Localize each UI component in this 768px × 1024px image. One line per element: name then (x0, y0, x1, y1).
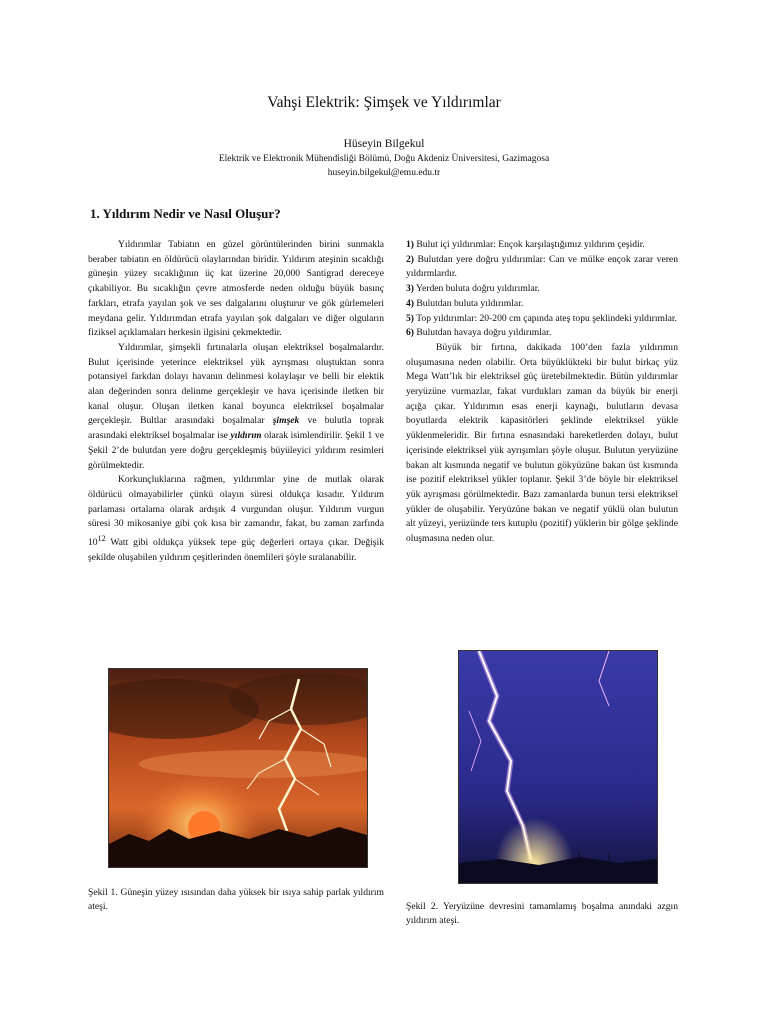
list-item (406, 282, 678, 297)
paragraph-1: Yıldırımlar Tabiatın en güzel görüntülerinden birini sunmakla beraber tabiatın en öldürücü olaylarından biridir. Yıldırım ateşinin sıcaklığı güneşin yüzey sıcaklığının üç kat üzerine 20,000 Santigrad dereceye çıkabiliyor. Bu sıcaklığın çevre atmosferde neden olduğu büyük basınç farkları, etrafa yayılan şok ve ses dalgalarını oluşturur ve gök gürlemeleri meydana gelir. Yıldırımdan etrafa yayılan şok dalgaları ve diğer olguların fiziksel açıklamaları herkesin ilgisini çekmektedir. (88, 239, 384, 339)
paragraph-2-part-b: ve bulutla toprak arasındaki elektriksel boşalmalar ise (88, 415, 385, 442)
sunset-lightning-illustration (109, 669, 367, 867)
list-item-number: 5) (406, 312, 414, 324)
paper-title: Vahşi Elektrik: Şimşek ve Yıldırımlar (267, 94, 501, 111)
list-item-number: 2) (406, 253, 414, 265)
list-item-text: Yerden buluta doğru yıldırımlar. (416, 283, 540, 295)
right-paragraph: Büyük bir fırtına, dakikada 100’den fazla yıldırımın oluşumasına neden olabilir. Orta büyüklükteki bir bulut birkaç yüz Mega Watt’lık bir elektriksel güç üretebilmektedir. Bütün yıldırımlar yeryüzüne vurmazlar, fakat vurdukları zaman da büyük bir enerji açığa çıkar. Yıldırımın esas enerji kaynağı, bulutların devasa boyutlarda elektrik kapasitörleri şeklinde elektriksel yükle yüklenmeleridir. Bir fırtına esnasındaki hareketlerden dolayı, bulut içerisinde elektriksel yük ayrışımları şöyle oluşur. Bulutun yeryüzüne bakan alt kısmında negatif ve bulutun gökyüzüne bakan üst kısmında ise pozitif elektriksel yükler toplanır. Şekil 3’de böyle bir elektriksel yük ayrışması görülmektedir. Bazı zamanlarda bunun tersi elektriksel yükler de oluşabilir. Yeryüzüne bakan ve negatif yüklü olan bulutun alt yüzeyi, yerüzünde ters kutuplu (pozitif) yüklerin bir gölge şeklinde oluşmasına neden olur. (406, 341, 678, 545)
list-item-number: 6) (406, 327, 414, 339)
lightning-types-list (406, 238, 678, 341)
figure-2-caption: Şekil 2. Yeryüzüne devresini tamamlamış boşalma anındaki azgın yıldırım ateşi. (406, 901, 678, 926)
violet-lightning-illustration (459, 651, 657, 883)
list-item-number: 3) (406, 283, 414, 295)
list-item-number: 1) (406, 239, 414, 250)
list-item (406, 326, 678, 341)
list-item (406, 312, 678, 327)
paragraph-3-part-b: Watt gibi oldukça yüksek tepe güç değerleri ortaya çıkar. Değişik şekilde oluşabilen yıldırım çeşitlerinden önemlileri şöyle sıralanabilir. (88, 537, 384, 563)
right-column (406, 238, 678, 547)
power-exponent: 12 (97, 534, 106, 544)
list-item-text: Bulutdan yere doğru yıldırımlar: Can ve mülke ençok zarar veren yıldırmlardır. (406, 253, 678, 280)
figure-2-image (458, 650, 658, 884)
section-heading: 1. Yıldırım Nedir ve Nasıl Oluşur? (90, 206, 281, 221)
list-item-text: Top yıldırımlar: 20-200 cm çapında ateş topu şeklindeki yıldırımlar. (416, 312, 677, 324)
paragraph-3 (88, 473, 384, 565)
list-item (406, 297, 678, 312)
list-item (406, 253, 678, 282)
author-name: Hüseyin Bilgekul (343, 138, 425, 150)
figure-1-caption: Şekil 1. Güneşin yüzey ısısından daha yüksek bir ısıya sahip parlak yıldırım ateşi. (88, 887, 384, 912)
affiliation-text: Elektrik ve Elektronik Mühendisliği Bölümü, Doğu Akdeniz Üniversitesi, Gazimagosa (218, 154, 550, 164)
list-item (406, 238, 678, 253)
list-item-text: Bulut içi yıldırımlar: Ençok karşılaştığımız yıldırım çeşidir. (416, 239, 645, 250)
author-email: huseyin.bilgekul@emu.edu.tr (327, 168, 441, 178)
figure-1-image (108, 668, 368, 868)
paragraph-2-part-c: olarak isimlendirilir. Şekil 1 ve Şekil 2’de bulutdan yere doğru gerçekleşmiş büyüleyici yıldırım resimleri görülmektedir. (88, 430, 384, 471)
list-item-number: 4) (406, 297, 414, 309)
term-yildirim: yıldırım (230, 430, 262, 442)
author-affiliation (0, 152, 768, 180)
paragraph-3-part-a: Korkunçluklarına rağmen, yıldırımlar yine de mutlak olarak öldürücü olmayabilirler çünkü olayın süresi oldukça kısadır. Yıldırım parlaması ortalama olarak ardışık 4 vurgundan oluşur. Yıldırım vurgun süresi 30 mikosaniye gibi çok kısa bir zamandır, fakat, bu zaman zarfında 10 (88, 474, 384, 549)
list-item-text: Bulutdan buluta yıldırımlar. (416, 297, 524, 309)
paragraph-2 (88, 341, 384, 473)
paragraph-2-part-a: Yıldırımlar, şimşekli fırtınalarla oluşan elektriksel boşalmalardır. Bulut içerisinde yeterince elektriksel yük ayrışması oluştuktan sonra potansiyel farkdan dolayı havanın delinmesi kolaylaşır ve belli bir elektik alan değerinden sonra delinme gerçekleşir ve hava içerisinde iletken bir kanal oluşur. Oluşan iletken kanal boyunca elektriksel boşalmalar gerçekleşir. Bultlar arasındaki boşalmalar (88, 341, 384, 427)
left-column (88, 238, 384, 566)
term-simsek: şimşek (272, 415, 300, 427)
list-item-text: Bulutdan havaya doğru yıldırımlar. (416, 327, 552, 339)
